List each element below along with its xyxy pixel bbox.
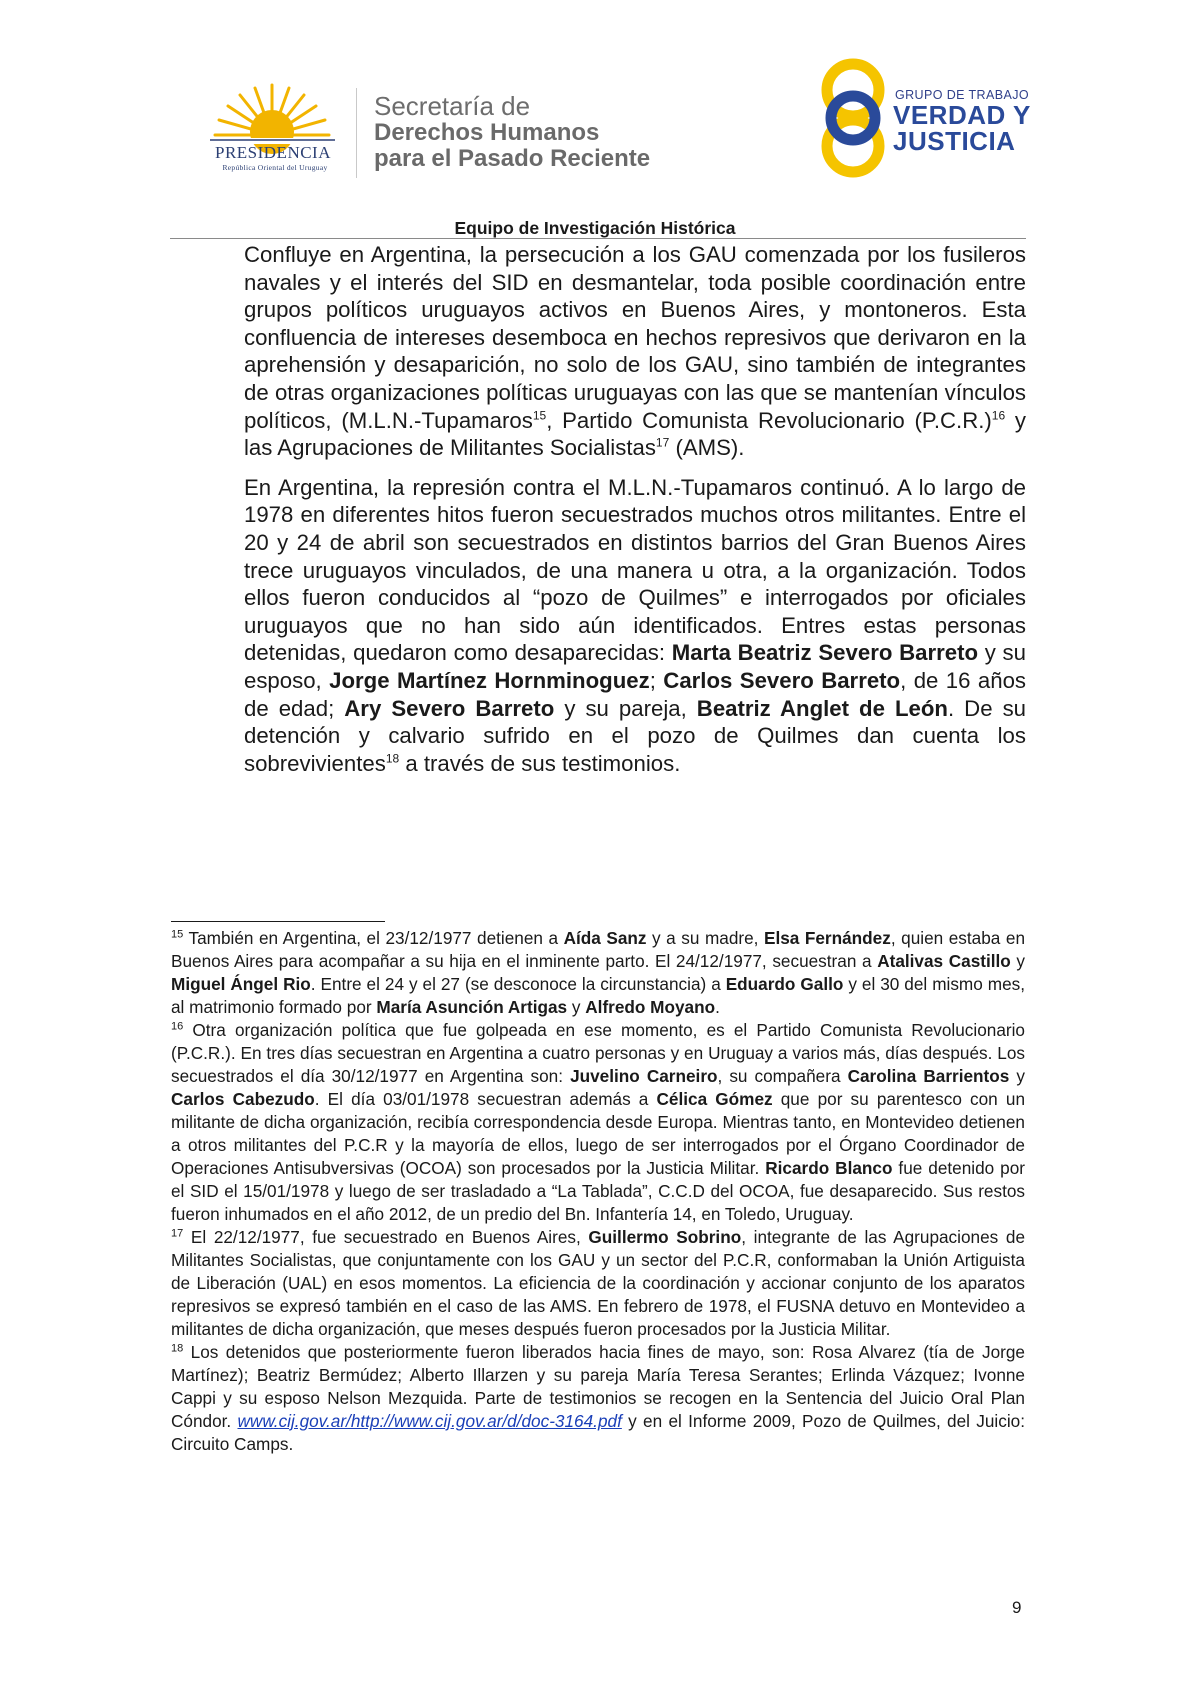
fn17-name-1: Guillermo Sobrino: [588, 1227, 742, 1247]
fn16-text-6: fue detenido por el SID el 15/01/1978 y luego de ser trasladado a “La Tablada”, C.C.D del OCOA, fue desaparecido. Sus restos fueron inhumados en el año 2012, de un predio del Bn. Infantería 14, en Toledo, Uruguay.: [171, 1158, 1025, 1224]
p1-text-1: Confluye en Argentina, la persecución a los GAU comenzada por los fusileros navales y el interés del SID en desmantelar, toda posible coordinación entre grupos políticos uruguayos activos en Buenos Aires, y montoneros. Esta confluencia de intereses desemboca en hechos represivos que derivaron en la aprehensión y desaparición, no solo de los GAU, sino también de integrantes de otras organizaciones políticas uruguayas con las que se mantenían vínculos políticos, (M.L.N.-Tupamaros: [244, 242, 1026, 433]
page-number: 9: [1012, 1598, 1022, 1617]
footnote-separator: [171, 921, 385, 922]
paragraph-1: [244, 241, 1026, 462]
footnote-ref-15[interactable]: 15: [532, 408, 547, 423]
secretaria-line-1: Secretaría de: [374, 91, 531, 121]
fn17-text-1: El 22/12/1977, fue secuestrado en Buenos Aires,: [183, 1227, 589, 1247]
fn15-text-5: . Entre el 24 y el 27 (se desconoce la circunstancia) a: [310, 974, 726, 994]
fn15-name-4: Miguel Ángel Rio: [171, 974, 311, 994]
header-divider: [170, 238, 1026, 239]
verdad-y-text: VERDAD Y: [893, 100, 1031, 130]
fn16-name-4: Célica Gómez: [656, 1089, 773, 1109]
fn18-text-2: y en el Informe 2009, Pozo de Quilmes, del Juicio: Circuito Camps.: [171, 1411, 1025, 1454]
footnote-number: 17: [171, 1227, 184, 1240]
footnote-number: 18: [171, 1342, 184, 1355]
footnote-number: 16: [171, 1020, 184, 1033]
verdad-justicia-title: [893, 102, 1031, 154]
footnote-ref-16[interactable]: 16: [991, 408, 1006, 423]
section-title: Equipo de Investigación Histórica: [454, 218, 736, 238]
logo-divider: [356, 88, 357, 178]
p1-text-2: , Partido Comunista Revolucionario (P.C.R.): [546, 407, 992, 433]
fn15-text-7: y: [567, 997, 586, 1017]
fn15-text-2: y a su madre,: [646, 928, 764, 948]
p2-text-5: y su pareja,: [554, 695, 697, 721]
p2-name-5: Beatriz Anglet de León: [696, 695, 948, 721]
fn15-text-1: También en Argentina, el 23/12/1977 detienen a: [183, 928, 564, 948]
p2-text-4: , de 16 años de edad;: [244, 667, 1026, 721]
fn17-text-2: , integrante de las Agrupaciones de Militantes Socialistas, que conjuntamente con los GAU y un sector del P.C.R, conformaban la Unión Artiguista de Liberación (UAL) en esos momentos. La eficiencia de la coordinación y accionar conjunto de los aparatos represivos se expresó también en el caso de las AMS. En febrero de 1978, el FUSNA detuvo en Montevideo a militantes de dicha organización, que meses después fueron procesados por la Justicia Militar.: [171, 1227, 1026, 1339]
p2-text-1: En Argentina, la represión contra el M.L.N.-Tupamaros continuó. A lo largo de 1978 en diferentes hitos fueron secuestrados muchos otros militantes. Entre el 20 y 24 de abril son secuestrados en distintos barrios del Gran Buenos Aires trece uruguayos vinculados, de una manera u otra, a la organización. Todos ellos fueron conducidos al “pozo de Quilmes” e interrogados por oficiales uruguayos que no han sido aún identificados. Entres estas personas detenidas, quedaron como desaparecidas:: [244, 474, 1026, 666]
p2-name-2: Jorge Martínez Hornminoguez: [329, 667, 650, 693]
footnote-17: [171, 1226, 1025, 1341]
footnote-ref-18[interactable]: 18: [385, 751, 400, 766]
p2-text-2: y su esposo,: [244, 640, 1026, 693]
fn16-name-3: Carlos Cabezudo: [171, 1089, 315, 1109]
fn15-name-6: María Asunción Artigas: [376, 997, 568, 1017]
fn15-name-5: Eduardo Gallo: [725, 974, 844, 994]
fn15-name-1: Aída Sanz: [563, 928, 647, 948]
p1-text-3: y las Agrupaciones de Militantes Socialistas: [244, 407, 1026, 461]
fn18-text-1: Los detenidos que posteriormente fueron liberados hacia fines de mayo, son: Rosa Alvarez (tía de Jorge Martínez); Beatriz Bermúdez; Alberto Illarzen y su pareja María Teresa Serantes; Erlinda Vázquez; Ivonne Cappi y su esposo Nelson Mezquida. Parte de testimonios se recogen en la Sentencia del Juicio Oral Plan Cóndor.: [171, 1342, 1025, 1431]
fn15-text-8: .: [715, 997, 720, 1017]
fn15-text-4: y: [1010, 951, 1025, 971]
fn15-text-3: , quien estaba en Buenos Aires para acompañar a su hija en el inminente parto. El 24/12/1977, secuestran a: [171, 928, 1025, 971]
p2-text-7: a través de sus testimonios.: [399, 750, 681, 776]
p2-name-1: Marta Beatriz Severo Barreto: [671, 640, 979, 666]
fn16-text-2: , su compañera: [717, 1066, 848, 1086]
footnotes: [171, 927, 1025, 1456]
secretaria-line-3: para el Pasado Reciente: [374, 145, 651, 172]
presidencia-name: PRESIDENCIA: [214, 143, 331, 162]
presidencia-subtitle: República Oriental del Uruguay: [222, 163, 328, 172]
justicia-text: JUSTICIA: [893, 126, 1016, 156]
page-header: [0, 0, 1190, 238]
secretaria-logo-text: [374, 92, 650, 172]
footnote-ref-17[interactable]: 17: [655, 435, 670, 450]
fn16-name-1: Juvelino Carneiro: [570, 1066, 718, 1086]
footnote-18: [171, 1341, 1025, 1456]
fn16-text-1: Otra organización política que fue golpeada en ese momento, es el Partido Comunista Revolucionario (P.C.R.). En tres días secuestran en Argentina a cuatro personas y en Uruguay a varios más, días después. Los secuestrados el día 30/12/1977 en Argentina son:: [171, 1020, 1025, 1086]
fn16-name-5: Ricardo Blanco: [765, 1158, 893, 1178]
fn15-name-3: Atalivas Castillo: [877, 951, 1011, 971]
p1-text-4: (AMS).: [669, 435, 745, 461]
cij-document-link[interactable]: www.cij.gov.ar/http://www.cij.gov.ar/d/doc-3164.pdf: [237, 1411, 622, 1431]
footnote-16: [171, 1019, 1025, 1226]
grupo-trabajo-label: GRUPO DE TRABAJO: [895, 88, 1029, 102]
fn16-text-4: . El día 03/01/1978 secuestran además a: [314, 1089, 657, 1109]
fn16-text-3: y: [1009, 1066, 1025, 1086]
p2-text-6: . De su detención y calvario sufrido en el pozo de Quilmes dan cuenta los sobrevivientes: [244, 695, 1027, 776]
footnote-15: [171, 927, 1025, 1019]
fn16-name-2: Carolina Barrientos: [847, 1066, 1010, 1086]
paragraph-2: [244, 474, 1026, 778]
fn15-name-7: Alfredo Moyano: [585, 997, 716, 1017]
p2-text-3: ;: [649, 667, 664, 693]
fn15-text-6: y el 30 del mismo mes, al matrimonio formado por: [171, 974, 1026, 1017]
p2-name-3: Carlos Severo Barreto: [663, 667, 901, 693]
p2-name-4: Ary Severo Barreto: [344, 695, 555, 721]
fn15-name-2: Elsa Fernández: [763, 928, 891, 948]
fn16-text-5: que por su parentesco con un militante de dicha organización, recibía correspondencia desde Europa. Mientras tanto, en Montevideo detienen a otros militantes del P.C.R y la mayoría de ellos, luego de ser interrogados por el Órgano Coordinador de Operaciones Antisubversivas (OCOA) son procesados por la Justicia Militar.: [171, 1089, 1026, 1178]
footnote-number: 15: [171, 928, 184, 941]
main-body: [244, 241, 1026, 789]
secretaria-line-2: Derechos Humanos: [374, 119, 600, 146]
interlocked-rings-icon: [818, 58, 888, 180]
